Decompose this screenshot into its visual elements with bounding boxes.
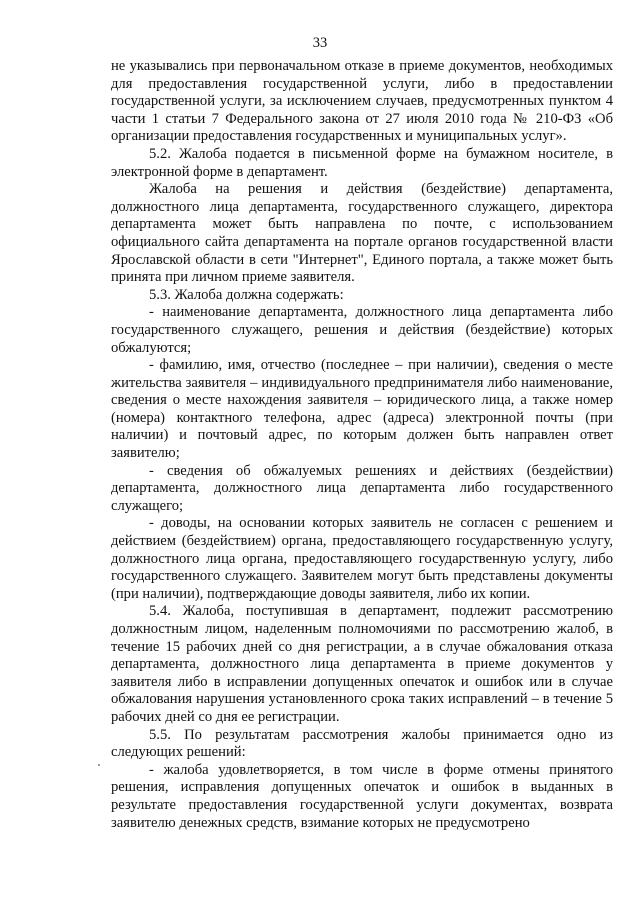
- page-number: 33: [312, 35, 328, 51]
- list-item-complaint-satisfied: - жалоба удовлетворяется, в том числе в форме отмены принятого решения, исправления допущенных опечаток и ошибок в выданных в результате предоставления государственной услуги документах, возврата заявителю денежных средств, взимание которых не предусмотрено: [111, 761, 613, 831]
- list-item-applicant-details: - фамилию, имя, отчество (последнее – при наличии), сведения о месте жительства заявителя – индивидуального предпринимателя либо наименование, сведения о месте нахождения заявителя – юридического лица, а также номер (номера) контактного телефона, адрес (адреса) электронной почты (при наличии) и почтовый адрес, по которым должен быть направлен ответ заявителю;: [111, 357, 613, 462]
- list-item-appealed-decisions: - сведения об обжалуемых решениях и действиях (бездействии) департамента, должностного лица департамента либо государственного служащего;: [111, 462, 613, 514]
- paragraph-5-2: 5.2. Жалоба подается в письменной форме на бумажном носителе, в электронной форме в департамент.: [111, 145, 613, 180]
- list-item-arguments: - доводы, на основании которых заявитель не согласен с решением и действием (бездействием) органа, предоставляющего государственную услугу, должностного лица органа, предоставляющего государственную услугу, либо государственного служащего. Заявителем могут быть представлены документы (при наличии), подтверждающие доводы заявителя, либо их копии.: [111, 515, 613, 602]
- paragraph-5-3: 5.3. Жалоба должна содержать:: [149, 286, 344, 303]
- paragraph-continuation: не указывались при первоначальном отказе в приеме документов, необходимых для предоставления государственной услуги, либо в предоставлении государственной услуги, за исключением случаев, предусмотренных пунктом 4 части 1 статьи 7 Федерального закона от 27 июля 2010 года № 210-ФЗ «Об организации предоставления государственных и муниципальных услуг».: [111, 58, 613, 145]
- document-body: [111, 58, 613, 832]
- paragraph-5-5: 5.5. По результатам рассмотрения жалобы принимается одно из следующих решений:: [111, 726, 613, 761]
- list-item-department-name: - наименование департамента, должностного лица департамента либо государственного служащего, решения и действия (бездействие) которых обжалуются;: [111, 304, 613, 356]
- margin-dot: [98, 764, 100, 766]
- paragraph-complaint-submission: Жалоба на решения и действия (бездействие) департамента, должностного лица департамента, государственного служащего, директора департамента может быть направлена по почте, с использованием официального сайта департамента на портале органов государственной власти Ярославской области в сети "Интернет", Единого портала, а также может быть принята при личном приеме заявителя.: [111, 181, 613, 286]
- paragraph-5-4: 5.4. Жалоба, поступившая в департамент, подлежит рассмотрению должностным лицом, наделенным полномочиями по рассмотрению жалоб, в течение 15 рабочих дней со дня регистрации, а в случае обжалования отказа департамента, должностного лица департамента в приеме документов у заявителя либо в исправлении допущенных опечаток и ошибок или в случае обжалования нарушения установленного срока таких исправлений – в течение 5 рабочих дней со дня ее регистрации.: [111, 603, 613, 725]
